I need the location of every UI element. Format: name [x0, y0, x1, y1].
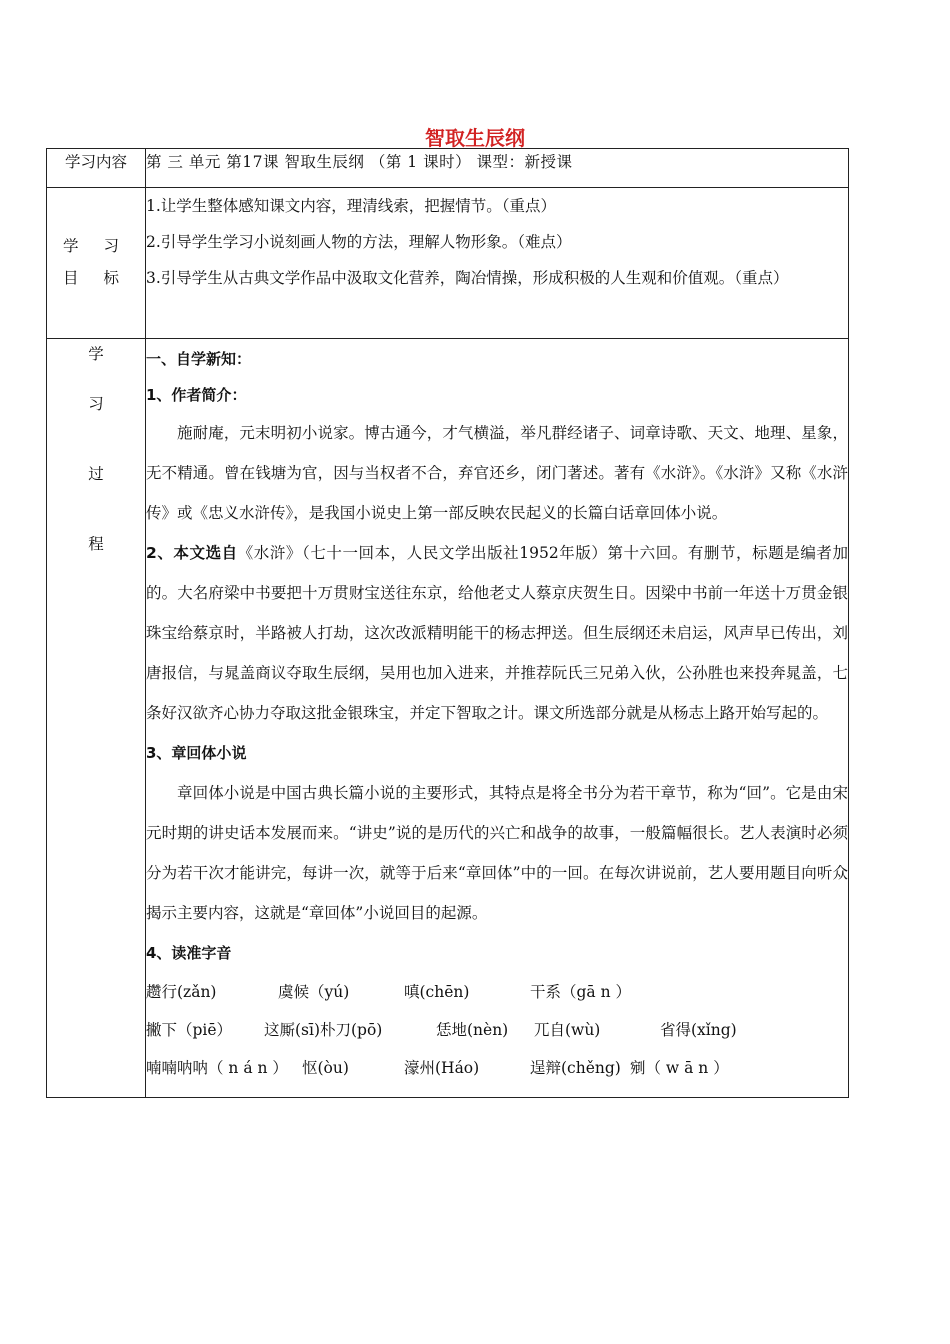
pronunciation-item: 逞辩(chěng)	[530, 1059, 621, 1077]
pronunciation-item: 兀自(wù)	[534, 1021, 601, 1039]
pronunciation-item: 这厮(sī)朴刀(pō)	[264, 1021, 383, 1039]
pronunciation-item: 嗔(chēn)	[404, 983, 470, 1001]
pronunciation-item: 撇下（piē）	[146, 1021, 233, 1039]
pronunciation-row	[146, 1049, 848, 1087]
goal-item: 2.引导学生学习小说刻画人物的方法，理解人物形象。（难点）	[146, 233, 572, 251]
pronunciation-row	[146, 1011, 848, 1049]
goals-label-cell	[47, 188, 146, 339]
pronunciation-heading: 4、读准字音	[146, 944, 232, 962]
lesson-content-value: 第 三 单元 第17课 智取生辰纲 （第 1 课时） 课型：新授课	[146, 149, 849, 188]
novel-heading: 3、章回体小说	[146, 744, 247, 762]
pronunciation-item: 省得(xǐng)	[660, 1021, 737, 1039]
pronunciation-item: 干系（gā n ）	[530, 983, 632, 1001]
pronunciation-row	[146, 973, 848, 1011]
lesson-content-label: 学习内容	[47, 149, 146, 188]
author-paragraph: 施耐庵，元末明初小说家。博古通今，才气横溢，举凡群经诸子、词章诗歌、天文、地理、星象，无不精通。曾在钱塘为官，因与当权者不合，弃官还乡，闭门著述。著有《水浒》。《水浒》又称《水浒传》或《忠义水浒传》，是我国小说史上第一部反映农民起义的长篇白话章回体小说。	[146, 424, 848, 522]
lesson-info-row	[47, 149, 849, 188]
source-paragraph: 2、本文选自《水浒》（七十一回本，人民文学出版社1952年版）第十六回。有删节，标题是编者加的。大名府梁中书要把十万贯财宝送往东京，给他老丈人蔡京庆贺生日。因梁中书前一年送十万贯金银珠宝给蔡京时，半路被人打劫，这次改派精明能干的杨志押送。但生辰纲还未启运，风声早已传出，刘唐报信，与晁盖商议夺取生辰纲，吴用也加入进来，并推荐阮氏三兄弟入伙，公孙胜也来投奔晁盖，七条好汉欲齐心协力夺取这批金银珠宝，并定下智取之计。课文所选部分就是从杨志上路开始写起的。	[146, 544, 848, 722]
pronunciation-item: 濠州(Háo)	[404, 1059, 480, 1077]
lesson-plan-table	[46, 148, 849, 1098]
goal-item: 3.引导学生从古典文学作品中汲取文化营养，陶冶情操，形成积极的人生观和价值观。（重点）	[146, 269, 789, 287]
goals-label: 学 习 目 标	[63, 237, 129, 287]
document-title: 智取生辰纲	[425, 126, 525, 150]
pronunciation-item: 恁地(nèn)	[436, 1021, 509, 1039]
pronunciation-item: 虞候（yú)	[278, 983, 350, 1001]
goals-row	[47, 188, 849, 339]
section-heading: 一、自学新知：	[146, 350, 252, 368]
author-heading: 1、作者简介：	[146, 386, 247, 404]
pronunciation-item: 怄(òu)	[302, 1059, 349, 1077]
source-heading: 2、本文选自	[146, 544, 238, 562]
goals-content	[146, 188, 849, 339]
process-row	[47, 339, 849, 1098]
process-content	[146, 339, 849, 1098]
pronunciation-item: 趱行(zǎn)	[146, 983, 217, 1001]
pronunciation-item: 喃喃呐呐（ n á n ）	[146, 1059, 288, 1077]
pronunciation-item: 剜（ w ā n ）	[630, 1059, 729, 1077]
novel-paragraph: 章回体小说是中国古典长篇小说的主要形式，其特点是将全书分为若干章节，称为“回”。它是由宋元时期的讲史话本发展而来。“讲史”说的是历代的兴亡和战争的故事，一般篇幅很长。艺人表演时必须分为若干次才能讲完，每讲一次，就等于后来“章回体”中的一回。在每次讲说前，艺人要用题目向听众揭示主要内容，这就是“章回体”小说回目的起源。	[146, 784, 848, 922]
process-label: 学 习 过 程	[47, 339, 146, 1098]
goal-item: 1.让学生整体感知课文内容，理清线索，把握情节。（重点）	[146, 197, 557, 215]
